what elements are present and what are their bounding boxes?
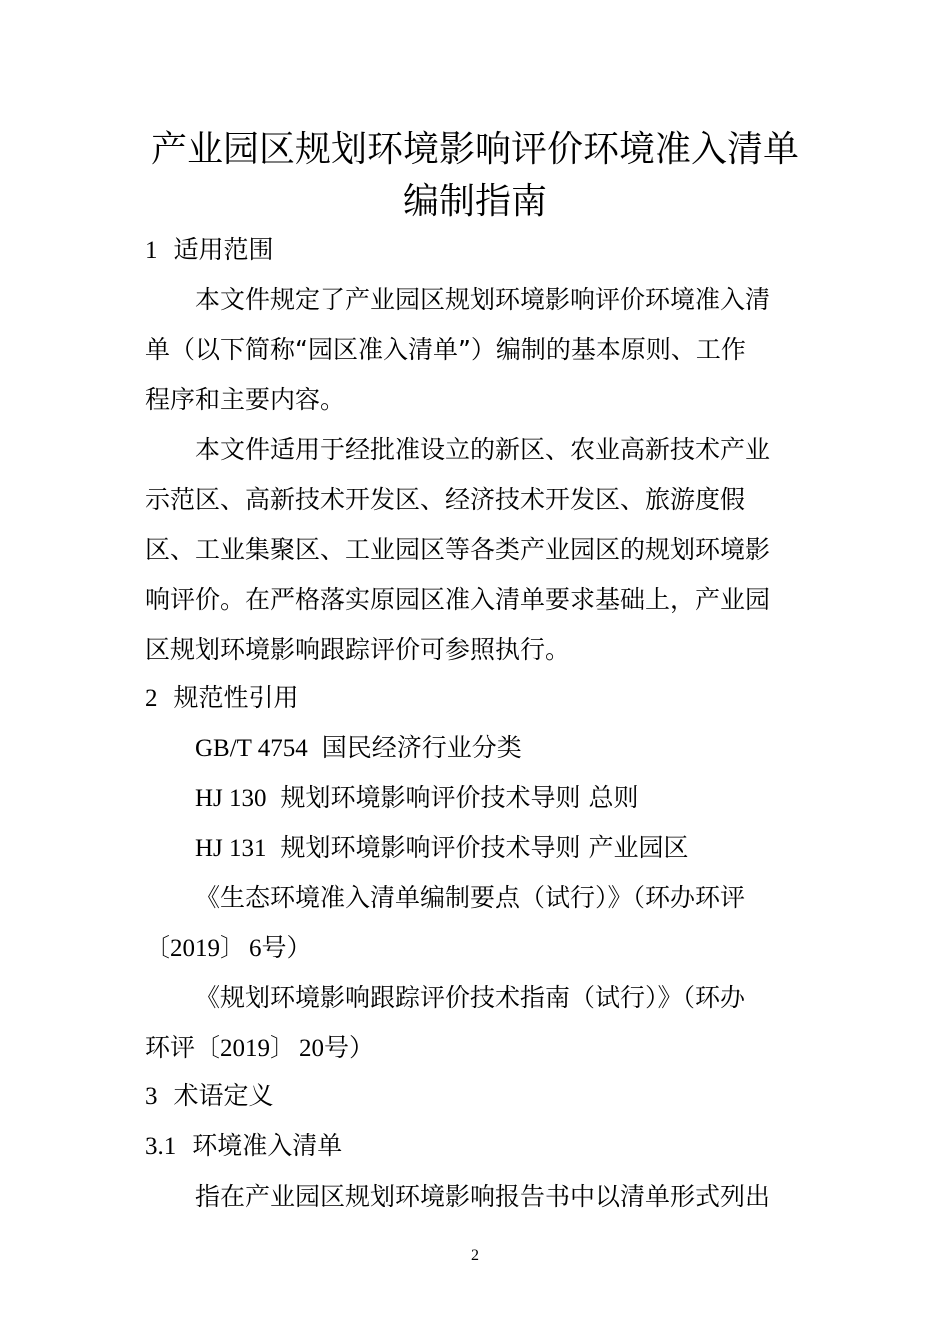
reference-5-line-2 [145, 1032, 374, 1065]
reference-5-line-1: 《规划环境影响跟踪评价技术指南（试行）》（环办 [195, 983, 746, 1012]
subsection-3-1-number: 3.1 [145, 1133, 177, 1160]
doc-number-suffix: 号） [261, 933, 312, 962]
section-2-number: 2 [145, 685, 158, 712]
document-title-line-1: 产业园区规划环境影响评价环境准入清单 [150, 129, 799, 170]
reference-name: 规划环境影响评价技术导则 总则 [280, 783, 639, 812]
reference-item [195, 782, 639, 815]
reference-4-line-2 [145, 932, 312, 965]
doc-year: 2019 [220, 1035, 271, 1062]
doc-prefix: 环评〔 [145, 1033, 221, 1062]
section-2-title: 规范性引用 [173, 683, 299, 712]
section-3-number: 3 [145, 1083, 158, 1110]
doc-year: 2019 [170, 935, 221, 962]
section-1-para-1-line-2: 单（以下简称“园区准入清单”）编制的基本原则、工作 [145, 335, 746, 364]
section-1-title: 适用范围 [173, 235, 274, 264]
section-2-heading [145, 682, 299, 715]
section-1-para-2-line-2: 示范区、高新技术开发区、经济技术开发区、旅游度假 [145, 485, 746, 514]
doc-number: 20 [299, 1035, 325, 1062]
reference-code: HJ 131 [195, 835, 267, 862]
section-1-para-2-line-1: 本文件适用于经批准设立的新区、农业高新技术产业 [195, 435, 771, 464]
section-1-para-2-line-5: 区规划环境影响跟踪评价可参照执行。 [145, 635, 571, 664]
page-number: 2 [471, 1247, 479, 1264]
bracket-close: 〕 [220, 933, 246, 962]
reference-name: 国民经济行业分类 [321, 733, 522, 762]
subsection-3-1-heading [145, 1130, 342, 1163]
reference-4-line-1: 《生态环境准入清单编制要点（试行）》（环办环评 [195, 883, 746, 912]
reference-item [195, 732, 522, 765]
section-1-para-2-line-3: 区、工业集聚区、工业园区等各类产业园区的规划环境影 [145, 535, 771, 564]
bracket-open: 〔 [145, 933, 171, 962]
section-1-para-1-line-1: 本文件规定了产业园区规划环境影响评价环境准入清 [195, 285, 771, 314]
section-1-para-1-line-3: 程序和主要内容。 [145, 385, 346, 414]
section-1-heading [145, 234, 274, 267]
section-3-heading [145, 1080, 274, 1113]
subsection-3-1-para-line-1: 指在产业园区规划环境影响报告书中以清单形式列出 [195, 1182, 771, 1211]
subsection-3-1-title: 环境准入清单 [192, 1131, 343, 1160]
section-1-number: 1 [145, 237, 158, 264]
section-3-title: 术语定义 [173, 1081, 274, 1110]
document-title-line-2: 编制指南 [402, 181, 547, 222]
reference-code: GB/T 4754 [195, 735, 308, 762]
bracket-close: 〕 [270, 1033, 296, 1062]
doc-number-suffix: 号） [324, 1033, 375, 1062]
reference-code: HJ 130 [195, 785, 267, 812]
reference-item [195, 832, 689, 865]
doc-number: 6 [249, 935, 262, 962]
reference-name: 规划环境影响评价技术导则 产业园区 [280, 833, 689, 862]
section-1-para-2-line-4: 响评价。在严格落实原园区准入清单要求基础上，产业园 [145, 585, 771, 614]
